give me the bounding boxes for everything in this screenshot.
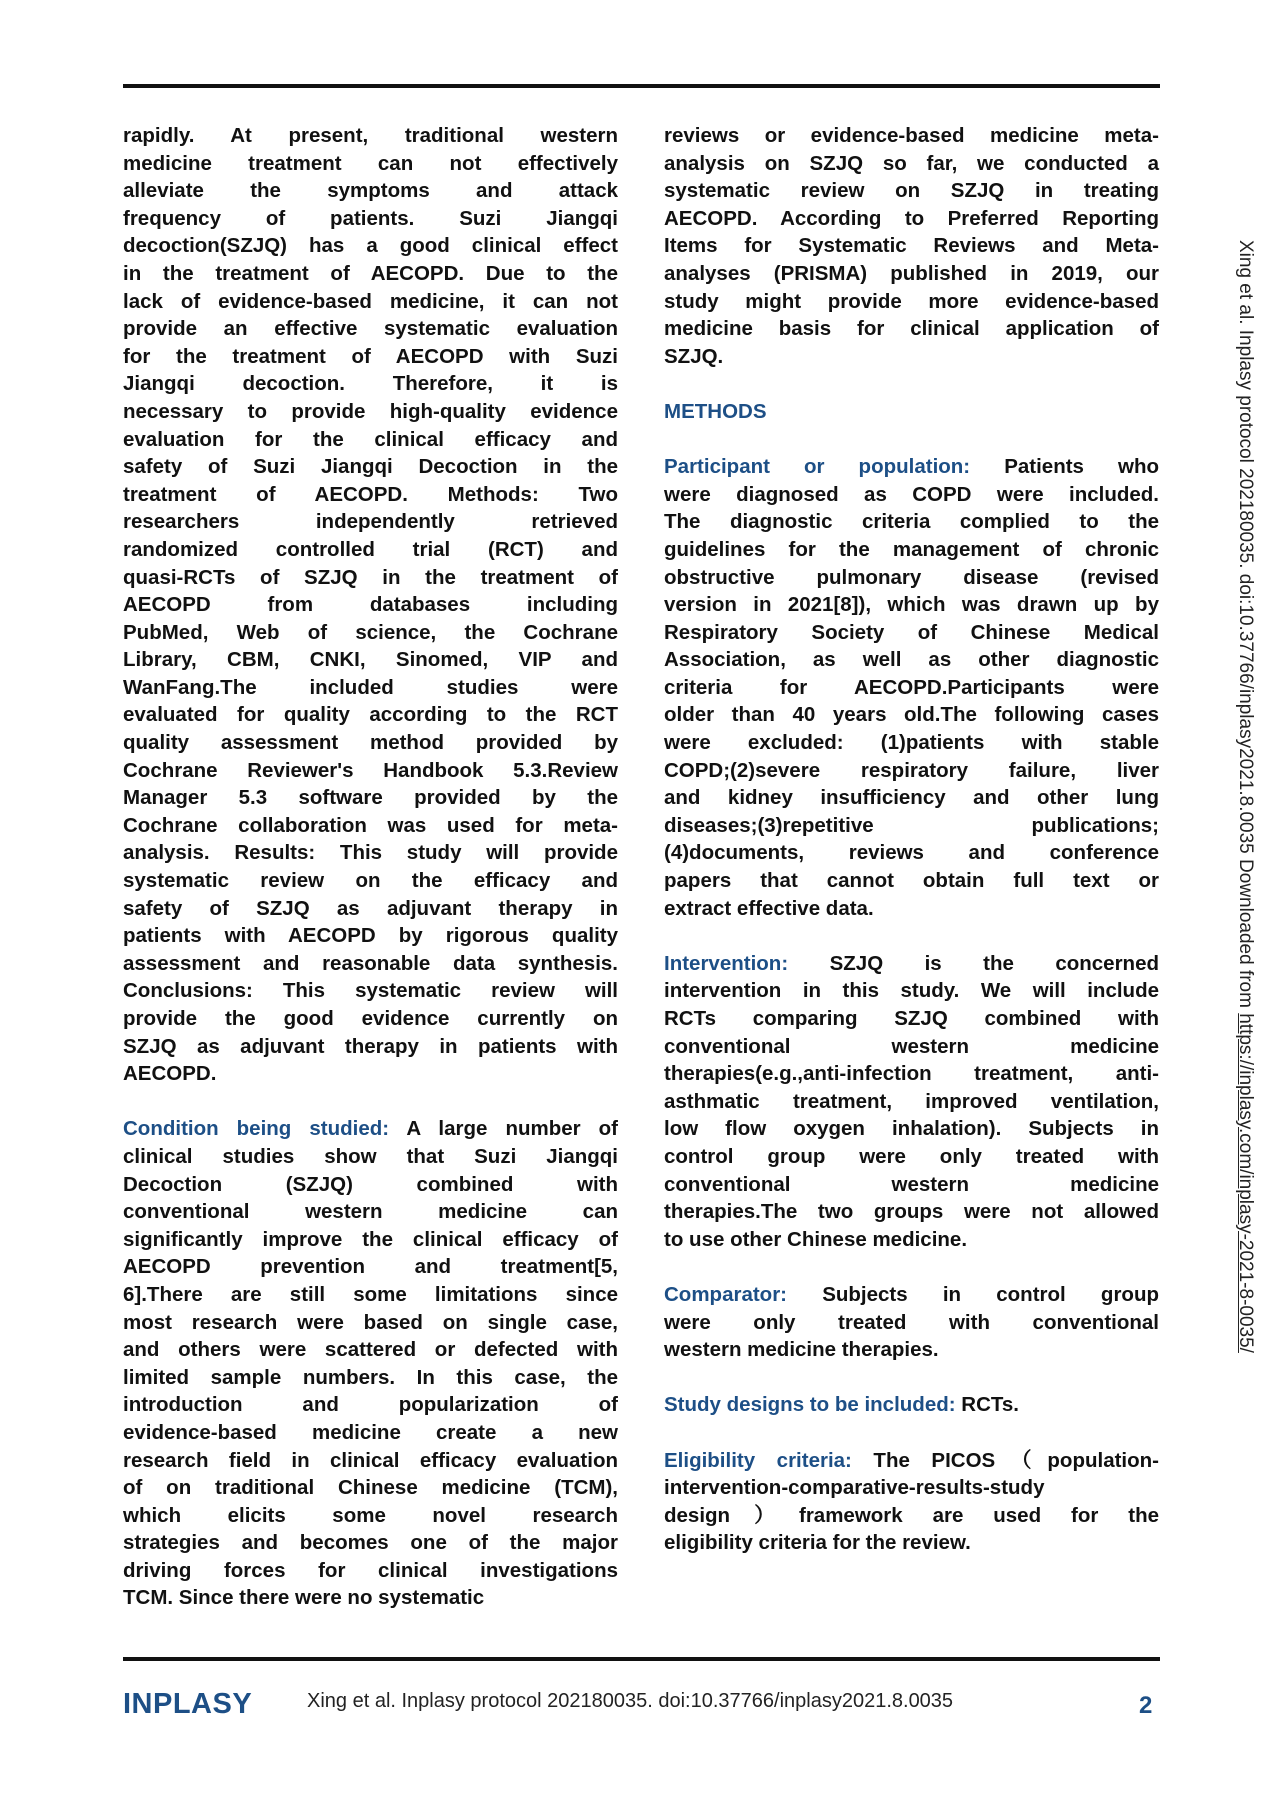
text-line — [123, 260, 618, 288]
body-text: study might provide more evidence-based — [664, 289, 1159, 313]
body-text: intervention in this study. We will include — [664, 979, 1159, 1003]
body-text: decoction(SZJQ) has a good clinical effect — [123, 234, 618, 258]
text-line — [664, 646, 1159, 674]
body-text: evaluated for quality according to the RCT — [123, 703, 618, 727]
body-text: provide the good evidence currently on — [123, 1007, 618, 1030]
body-text: analysis. Results: This study will provide — [123, 841, 618, 865]
body-text: The PICOS（population- — [851, 1448, 1159, 1472]
text-line — [664, 370, 1159, 398]
body-text: Jiangqi decoction. Therefore, it is — [123, 372, 618, 396]
section-label: Intervention: — [664, 951, 789, 975]
text-line — [123, 1005, 618, 1033]
text-line — [664, 1447, 1159, 1475]
body-text: quasi-RCTs of SZJQ in the treatment of — [123, 565, 618, 589]
text-line — [123, 1309, 618, 1337]
text-line — [664, 1088, 1159, 1116]
body-text: Conclusions: This systematic review will — [123, 979, 618, 1003]
text-line — [664, 1171, 1159, 1199]
body-text: Subjects in control group — [787, 1282, 1159, 1306]
section-label: Participant or population: — [664, 455, 971, 479]
body-text: randomized controlled trial (RCT) and — [123, 537, 618, 561]
text-line — [123, 1391, 618, 1419]
body-text: safety of Suzi Jiangqi Decoction in the — [123, 455, 618, 479]
body-text: Decoction (SZJQ) combined with — [123, 1172, 618, 1196]
body-text: alleviate the symptoms and attack — [123, 179, 618, 203]
body-text: quality assessment method provided by — [123, 731, 618, 755]
text-line — [664, 1529, 1159, 1557]
text-line — [123, 729, 618, 757]
section-label: Eligibility criteria: — [664, 1448, 852, 1472]
body-text: safety of SZJQ as adjuvant therapy in — [123, 896, 618, 920]
text-line — [123, 646, 618, 674]
body-text: limited sample numbers. In this case, the — [123, 1365, 618, 1389]
text-line — [664, 619, 1159, 647]
body-text: diseases;(3)repetitive publications; — [664, 813, 1159, 837]
text-line — [123, 1584, 618, 1612]
text-line — [123, 122, 618, 150]
body-text: guidelines for the management of chronic — [664, 537, 1159, 561]
inplasy-logo: INPLASY — [123, 1688, 253, 1720]
body-text: medicine treatment can not effectively — [123, 151, 618, 175]
body-text: PubMed, Web of science, the Cochrane — [123, 620, 618, 644]
text-line — [123, 426, 618, 454]
body-text: for the treatment of AECOPD with Suzi — [123, 344, 618, 368]
body-text: which elicits some novel research — [123, 1503, 618, 1527]
side-citation — [1234, 240, 1256, 1353]
text-line — [123, 232, 618, 260]
text-line — [664, 205, 1159, 233]
text-line — [123, 343, 618, 371]
text-line — [123, 288, 618, 316]
body-text: driving forces for clinical investigations — [123, 1558, 618, 1582]
body-text: Cochrane Reviewer's Handbook 5.3.Review — [123, 758, 618, 782]
text-line — [664, 977, 1159, 1005]
text-line — [664, 536, 1159, 564]
section-label: Study designs to be included: — [664, 1393, 956, 1417]
body-text: patients with AECOPD by rigorous quality — [123, 924, 618, 948]
text-line — [664, 343, 1159, 371]
text-line — [123, 1474, 618, 1502]
text-line — [664, 1226, 1159, 1254]
body-text: Cochrane collaboration was used for meta- — [123, 813, 618, 837]
text-line — [123, 370, 618, 398]
body-text: clinical studies show that Suzi Jiangqi — [123, 1144, 618, 1168]
body-text: control group were only treated with — [664, 1144, 1159, 1168]
text-line — [664, 260, 1159, 288]
body-text: extract effective data. — [664, 896, 874, 920]
body-text: The diagnostic criteria complied to the — [664, 510, 1159, 534]
text-line — [664, 150, 1159, 178]
body-text: rapidly. At present, traditional western — [123, 124, 618, 147]
text-line — [664, 288, 1159, 316]
page-number: 2 — [1139, 1692, 1153, 1719]
left-column — [123, 122, 618, 1612]
text-line — [123, 1281, 618, 1309]
text-line — [123, 1226, 618, 1254]
text-line — [123, 701, 618, 729]
body-text: provide an effective systematic evaluation — [123, 317, 618, 341]
body-text: were only treated with conventional — [664, 1310, 1159, 1334]
text-line — [664, 426, 1159, 454]
text-line — [664, 950, 1159, 978]
body-text: conventional western medicine can — [123, 1200, 618, 1224]
section-label: Comparator: — [664, 1282, 788, 1306]
download-link[interactable]: https://inplasy.com/inplasy-2021-8-0035/ — [1235, 1013, 1256, 1353]
body-text: medicine basis for clinical application of — [664, 317, 1159, 341]
text-line — [123, 619, 618, 647]
text-line — [664, 1336, 1159, 1364]
text-line — [123, 315, 618, 343]
body-text: Patients who — [970, 455, 1159, 479]
text-line — [664, 1253, 1159, 1281]
text-line — [123, 536, 618, 564]
text-line — [664, 1364, 1159, 1392]
text-line — [664, 867, 1159, 895]
text-line — [123, 1115, 618, 1143]
body-text: were diagnosed as COPD were included. — [664, 482, 1159, 506]
text-line — [664, 1309, 1159, 1337]
body-text: asthmatic treatment, improved ventilation, — [664, 1089, 1159, 1113]
text-line — [123, 812, 618, 840]
text-line — [664, 757, 1159, 785]
section-label: Condition being studied: — [123, 1117, 390, 1141]
text-line — [123, 922, 618, 950]
body-text: Respiratory Society of Chinese Medical — [664, 620, 1159, 644]
body-text: of on traditional Chinese medicine (TCM), — [123, 1476, 618, 1500]
body-text: in the treatment of AECOPD. Due to the — [123, 261, 618, 285]
body-text: Items for Systematic Reviews and Meta- — [664, 234, 1159, 258]
body-text: Manager 5.3 software provided by the — [123, 786, 618, 810]
body-text: older than 40 years old.The following cases — [664, 703, 1159, 727]
text-line — [664, 701, 1159, 729]
text-line — [123, 1060, 618, 1088]
text-line — [664, 1198, 1159, 1226]
body-text: conventional western medicine — [664, 1172, 1159, 1196]
body-text: AECOPD prevention and treatment[5, — [123, 1255, 618, 1279]
text-line — [123, 1253, 618, 1281]
text-line — [664, 315, 1159, 343]
text-line — [123, 1143, 618, 1171]
body-text: AECOPD. — [123, 1062, 217, 1086]
body-text: criteria for AECOPD.Participants were — [664, 675, 1159, 699]
body-text: systematic review on SZJQ in treating — [664, 179, 1159, 203]
body-text: TCM. Since there were no systematic — [123, 1586, 485, 1610]
body-text: researchers independently retrieved — [123, 510, 618, 534]
text-line — [123, 1171, 618, 1199]
text-line — [123, 1088, 618, 1116]
right-column — [664, 122, 1159, 1557]
body-text: conventional western medicine — [664, 1034, 1159, 1058]
text-line — [664, 591, 1159, 619]
text-line — [664, 1060, 1159, 1088]
body-text: analysis on SZJQ so far, we conducted a — [664, 151, 1159, 175]
text-line — [664, 1419, 1159, 1447]
body-text: eligibility criteria for the review. — [664, 1531, 971, 1555]
text-line — [123, 1364, 618, 1392]
body-text: necessary to provide high-quality evidence — [123, 399, 618, 423]
header-rule — [123, 84, 1160, 88]
text-line — [123, 1502, 618, 1530]
side-citation-text: Xing et al. Inplasy protocol 202180035. doi:10.37766/inplasy2021.8.0035 Downloaded from — [1235, 240, 1256, 1014]
text-line — [123, 950, 618, 978]
text-line — [664, 453, 1159, 481]
body-text: evidence-based medicine create a new — [123, 1420, 618, 1444]
text-line — [664, 674, 1159, 702]
body-text: intervention-comparative-results-study — [664, 1476, 1045, 1500]
text-line — [123, 508, 618, 536]
body-text: low flow oxygen inhalation). Subjects in — [664, 1117, 1159, 1141]
body-text: (4)documents, reviews and conference — [664, 841, 1159, 865]
text-line — [123, 977, 618, 1005]
body-text: 6].There are still some limitations since — [123, 1282, 618, 1306]
text-line — [123, 1198, 618, 1226]
body-text: western medicine therapies. — [664, 1338, 939, 1362]
body-text: and others were scattered or defected with — [123, 1338, 618, 1362]
body-text: obstructive pulmonary disease (revised — [664, 565, 1159, 589]
text-line — [123, 453, 618, 481]
body-text: treatment of AECOPD. Methods: Two — [123, 482, 618, 506]
text-line — [664, 1391, 1159, 1419]
text-line — [664, 922, 1159, 950]
text-line — [123, 150, 618, 178]
text-line — [123, 757, 618, 785]
text-line — [664, 232, 1159, 260]
text-line — [664, 508, 1159, 536]
text-line — [664, 784, 1159, 812]
text-line — [123, 867, 618, 895]
body-text: therapies.The two groups were not allowed — [664, 1200, 1159, 1224]
body-text: significantly improve the clinical efficacy of — [123, 1227, 618, 1251]
body-text: research field in clinical efficacy evaluation — [123, 1448, 618, 1472]
body-text: design）framework are used for the — [664, 1503, 1159, 1527]
text-line — [123, 784, 618, 812]
body-text: to use other Chinese medicine. — [664, 1227, 968, 1251]
body-text: papers that cannot obtain full text or — [664, 869, 1159, 893]
body-text: AECOPD from databases including — [123, 593, 618, 617]
text-line — [123, 1336, 618, 1364]
text-line — [123, 398, 618, 426]
body-text: AECOPD. According to Preferred Reporting — [664, 206, 1159, 230]
text-line — [123, 481, 618, 509]
body-text: therapies(e.g.,anti-infection treatment, anti- — [664, 1062, 1159, 1086]
body-text: evaluation for the clinical efficacy and — [123, 427, 618, 451]
body-text: COPD;(2)severe respiratory failure, liver — [664, 758, 1159, 782]
text-line — [123, 1033, 618, 1061]
body-text: frequency of patients. Suzi Jiangqi — [123, 206, 618, 230]
text-line — [664, 122, 1159, 150]
text-line — [123, 839, 618, 867]
body-text: reviews or evidence-based medicine meta- — [664, 124, 1159, 147]
text-line — [123, 591, 618, 619]
footer-citation: Xing et al. Inplasy protocol 202180035. doi:10.37766/inplasy2021.8.0035 — [307, 1690, 954, 1712]
text-line — [664, 481, 1159, 509]
text-line — [664, 1005, 1159, 1033]
text-line — [123, 177, 618, 205]
body-text: introduction and popularization of — [123, 1393, 618, 1417]
body-text: WanFang.The included studies were — [123, 675, 618, 699]
text-line — [664, 1502, 1159, 1530]
text-line — [664, 177, 1159, 205]
text-line — [123, 564, 618, 592]
body-text: version in 2021[8]), which was drawn up by — [664, 593, 1159, 617]
body-text: strategies and becomes one of the major — [123, 1531, 618, 1555]
text-line — [123, 1557, 618, 1585]
body-text: most research were based on single case, — [123, 1310, 618, 1334]
body-text: RCTs comparing SZJQ combined with — [664, 1007, 1159, 1030]
body-text: assessment and reasonable data synthesis. — [123, 951, 618, 975]
text-line — [123, 205, 618, 233]
text-line — [123, 1419, 618, 1447]
body-text: analyses (PRISMA) published in 2019, our — [664, 261, 1159, 285]
body-text: SZJQ as adjuvant therapy in patients with — [123, 1034, 618, 1058]
text-line — [664, 1143, 1159, 1171]
text-line — [123, 1447, 618, 1475]
text-line — [664, 398, 1159, 426]
section-label: METHODS — [664, 399, 767, 423]
body-text: and kidney insufficiency and other lung — [664, 786, 1159, 810]
body-text: systematic review on the efficacy and — [123, 869, 618, 893]
text-line — [664, 729, 1159, 757]
body-text: A large number of — [389, 1117, 618, 1141]
text-line — [123, 895, 618, 923]
text-line — [664, 812, 1159, 840]
body-text: were excluded: (1)patients with stable — [664, 731, 1159, 755]
text-line — [664, 1115, 1159, 1143]
text-line — [664, 895, 1159, 923]
text-line — [664, 564, 1159, 592]
body-text: RCTs. — [955, 1393, 1019, 1417]
footer-rule — [123, 1657, 1160, 1661]
body-text: SZJQ. — [664, 344, 724, 368]
text-line — [664, 839, 1159, 867]
text-line — [664, 1033, 1159, 1061]
body-text: SZJQ is the concerned — [788, 951, 1159, 975]
body-text: lack of evidence-based medicine, it can not — [123, 289, 618, 313]
body-text: Library, CBM, CNKI, Sinomed, VIP and — [123, 648, 618, 672]
text-line — [123, 674, 618, 702]
text-line — [664, 1474, 1159, 1502]
text-line — [123, 1529, 618, 1557]
body-text: Association, as well as other diagnostic — [664, 648, 1159, 672]
text-line — [664, 1281, 1159, 1309]
